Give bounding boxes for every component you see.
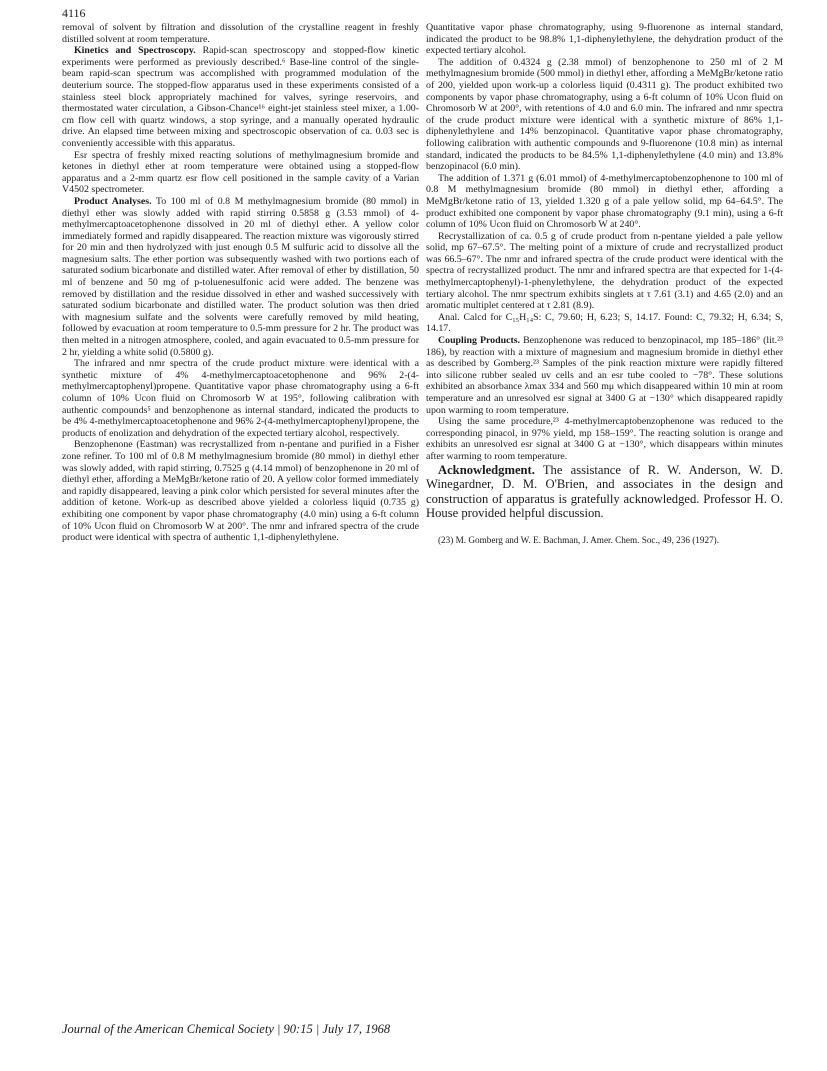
right-column [426,22,783,546]
paragraph: Recrystallization of ca. 0.5 g of crude product from n-pentane yielded a pale yellow solid, mp 67–67.5°. The melting point of a mixture of crude and recrystallized product was 66.5–67°. The nmr and infrared spectra of the crude product were identical with the spectra of recrystallized product. The nmr and infrared spectra are that expected for 1-(4-methylmercaptophenyl)-1-phenylethylene, the dehydration product of the expected tertiary alcohol. The nmr spectrum exhibits singlets at τ 7.61 (3.1) and 4.65 (2.0) and an aromatic multiplet centered at τ 2.81 (8.9). [426,230,783,312]
paragraph: The addition of 1.371 g (6.01 mmol) of 4-methylmercaptobenzophenone to 100 ml of 0.8 M methylmagnesium bromide (80 mmol) in diethyl ether, affording a MeMgBr/ketone ratio of 13, yielded 1.320 g of a pale yellow solid, mp 64–64.5°. The product exhibited one component by vapor phase chromatography (9.1 min), using a 6-ft column of 10% Ucon fluid on Chromosorb W at 240°. [426,172,783,231]
paragraph: Using the same procedure,²³ 4-methylmercaptobenzophenone was reduced to the corresponding pinacol, in 97% yield, mp 158–159°. The reacting solution is orange and exhibits an unresolved esr signal at 3400 G at −130°, which disappears within minutes after warming to room temperature. [426,416,783,462]
paragraph: Benzophenone (Eastman) was recrystallized from n-pentane and purified in a Fisher zone refiner. To 100 ml of 0.8 M methylmagnesium bromide (80 mmol) in diethyl ether was slowly added, with rapid stirring, 0.7525 g (4.14 mmol) of benzophenone in 20 ml of diethyl ether, affording a MeMgBr/ketone ratio of 20. A yellow color formed immediately and rapidly disappeared, leaving a pink color which persisted for several minutes after the addition of ketone. Work-up as described above yielded a colorless liquid (0.735 g) exhibiting one component by vapor phase chromatography (4.0 min) using a 6-ft column of 10% Ucon fluid on Chromosorb W at 200°. The nmr and infrared spectra of the crude product were identical with spectra of authentic 1,1-diphenylethylene. [62,439,419,544]
acknowledgment: Acknowledgment. The assistance of R. W. Anderson, W. D. Winegardner, D. M. O'Brien, and associates in the design and construction of apparatus is gratefully acknowledged. Professor H. O. House provided helpful discussion. [426,462,783,521]
paragraph-kinetics: Kinetics and Spectroscopy. Rapid-scan spectroscopy and stopped-flow kinetic experiments were performed as previously described.⁶ Base-line control of the single-beam rapid-scan spectrum was accomplished with programmed modulation of the deuterium source. The stopped-flow apparatus used in these experiments consisted of a stainless steel block appropriately machined for valves, syringe reservoirs, and thermostated water circulation, a Gibson-Chance¹⁶ eight-jet stainless steel mixer, a 1.00-cm flow cell with quartz windows, a stop syringe, and a manually operated hydraulic drive. An elapsed time between mixing and spectroscopic observation of ca. 0.03 sec is conveniently accessible with this apparatus. [62,45,419,149]
section-heading: Kinetics and Spectroscopy. [74,45,196,57]
section-heading: Product Analyses. [74,195,152,207]
paragraph-product-analyses: Product Analyses. To 100 ml of 0.8 M methylmagnesium bromide (80 mmol) in diethyl ether was slowly added with rapid stirring 0.5858 g (3.53 mmol) of 4-methylmercaptoacetophenone dissolved in 20 ml of diethyl ether. A yellow color immediately formed and rapidly disappeared. The reaction mixture was vigorously stirred for 20 min and then hydrolyzed with just enough 0.5 M sulfuric acid to dissolve all the magnesium salts. The ether portion was subsequently washed with two portions each of saturated sodium bicarbonate and distilled water. After removal of ether by distillation, 50 ml of benzene and 50 mg of p-toluenesulfonic acid were added. The benzene was removed by distillation and the residue dissolved in ether and washed successively with saturated sodium bicarbonate and distilled water. The product solution was then dried with magnesium sulfate and the solvents were carefully removed by mild heating, followed by evacuation at room temperature to 0.5-mm pressure for 2 hr. The product was then melted in a nitrogen atmosphere, cooled, and again evacuated to 0.5-mm pressure for 2 hr, yielding a white solid (0.5800 g). [62,195,419,358]
paragraph: The addition of 0.4324 g (2.38 mmol) of benzophenone to 250 ml of 2 M methylmagnesium bromide (500 mmol) in diethyl ether, affording a MeMgBr/ketone ratio of 200, yielded upon work-up a colorless liquid (0.4311 g). The product exhibited two components by vapor phase chromatography, using a 6-ft column of 10% Ucon fluid on Chromosorb W at 200°, with retentions of 4.0 and 6.0 min. The infrared and nmr spectra of the crude product mixture were identical with a synthetic mixture of 86% 1,1-diphenylethylene and 14% benzopinacol. Quantitative vapor phase chromatography, following calibration with authentic compounds and 9-fluorenone (10.8 min) as internal standard, indicated the products to be 84.5% 1,1-diphenylethylene (4.0 min) and 13.8% benzopinacol (6.0 min). [426,56,783,173]
paragraph: Quantitative vapor phase chromatography, using 9-fluorenone as internal standard, indicated the product to be 98.8% 1,1-diphenylethylene, the dehydration product of the expected tertiary alcohol. [426,22,783,57]
paragraph: Esr spectra of freshly mixed reacting solutions of methylmagnesium bromide and ketones in diethyl ether at room temperature were obtained using a stopped-flow apparatus and a 2-mm quartz esr flow cell positioned in the sample cavity of a Varian V4502 spectrometer. [62,149,419,196]
journal-footer: Journal of the American Chemical Society | 90:15 | July 17, 1968 [62,1022,391,1036]
acknowledgment-heading: Acknowledgment. [438,462,535,477]
paragraph: The infrared and nmr spectra of the crude product mixture were identical with a synthetic mixture of 4% 4-methylmercaptoacetophenone and 96% 2-(4-methylmercaptophenyl)propene. Quantitative vapor phase chromatography using a 6-ft column of 10% Ucon fluid on Chromosorb W at 195°, following calibration with authentic compounds⁵ and benzophenone as internal standard, indicated the products to be 4% 4-methylmercaptoacetophenone and 96% 2-(4-methylmercaptophenyl)propene, the products of enolization and dehydration of the expected tertiary alcohol, respectively. [62,358,419,439]
references [426,535,783,546]
paragraph-coupling-products: Coupling Products. Benzophenone was reduced to benzopinacol, mp 185–186° (lit.²³ 186), by reaction with a mixture of magnesium and magnesium bromide in diethyl ether as described by Gomberg.²³ Samples of the pink reaction mixture were rapidly filtered into silicone rubber sealed uv cells and an esr tube cooled to −78°. These solutions exhibited an absorbance λmax 334 and 560 mμ which disappeared within 10 min at room temperature and an unresolved esr signal at 3400 G at −130° which disappeared rapidly upon warming to room temperature. [426,335,783,416]
paragraph: removal of solvent by filtration and dissolution of the crystalline reagent in freshly distilled solvent at room temperature. [62,22,419,45]
left-column [62,22,419,544]
reference-item: (23) M. Gomberg and W. E. Bachman, J. Amer. Chem. Soc., 49, 236 (1927). [438,534,720,545]
paragraph-analysis: Anal. Calcd for C₁₅H₁₄S: C, 79.60; H, 6.23; S, 14.17. Found: C, 79.32; H, 6.34; S, 14.17. [426,311,783,335]
page-number: 4116 [62,6,86,20]
section-heading: Coupling Products. [438,335,521,347]
